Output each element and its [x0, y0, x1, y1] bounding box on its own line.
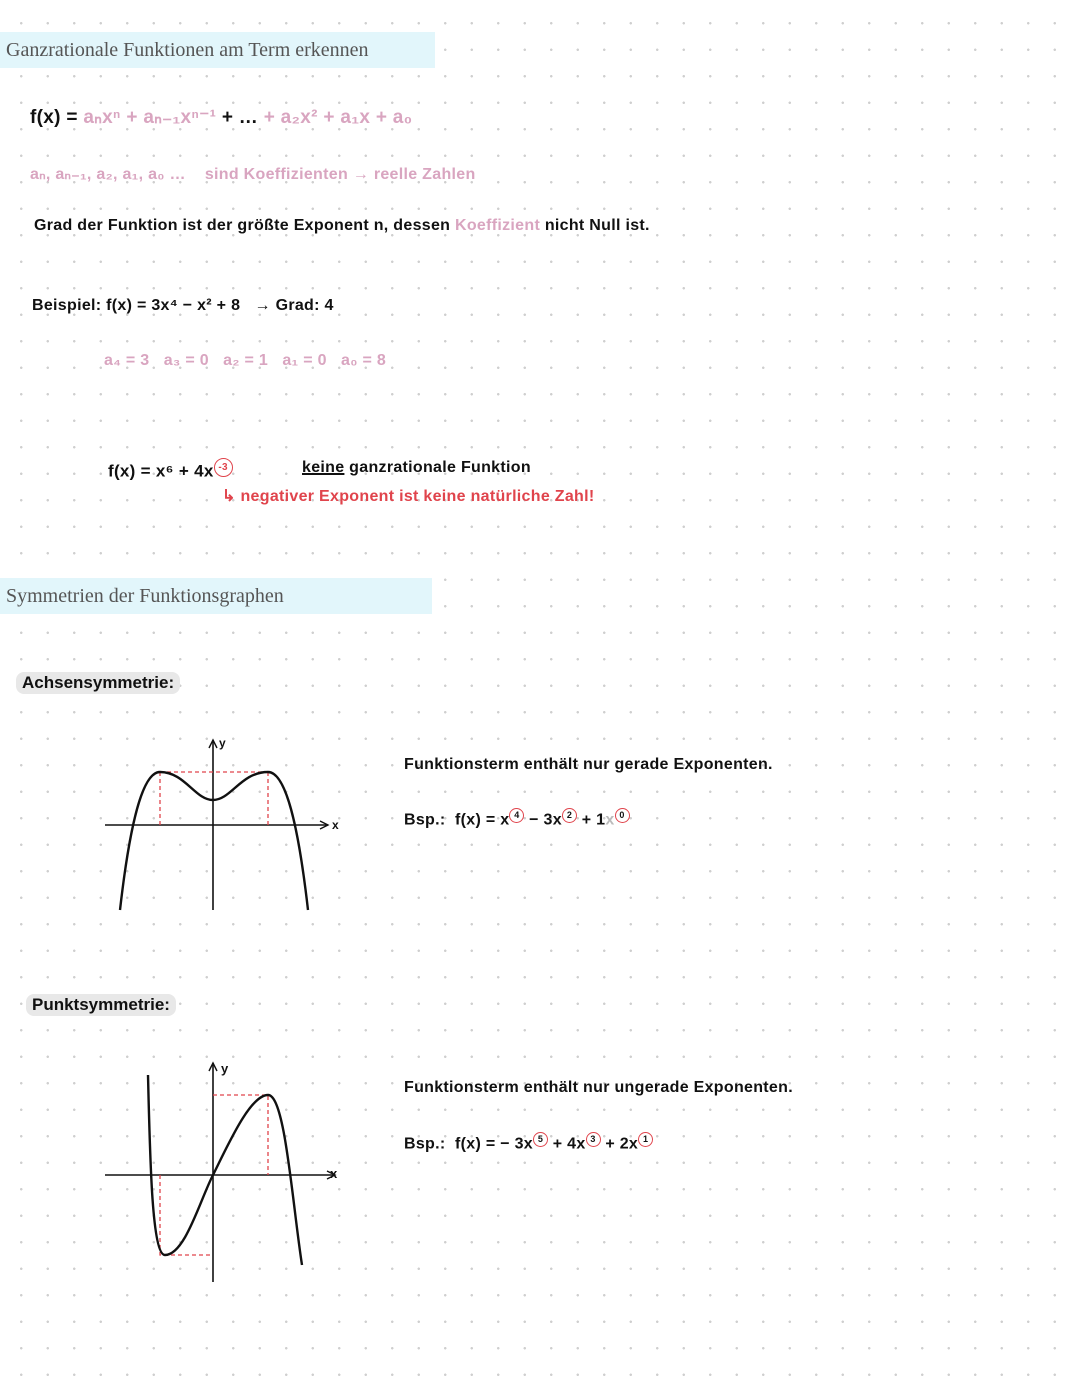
even-function-curve [120, 772, 308, 910]
point-symmetry-graph [105, 1063, 335, 1282]
term-0: + a₀ [375, 107, 413, 128]
point-symmetry-example [404, 1132, 653, 1153]
term-1: + a₁x [323, 107, 371, 128]
formula-lhs: f(x) = [30, 107, 78, 128]
coefficients-list: aₙ, aₙ₋₁, a₂, a₁, a₀ … [30, 166, 186, 183]
degree-text-after: nicht Null ist. [544, 217, 650, 234]
point-symmetry-label: Punktsymmetrie: [26, 994, 176, 1016]
degree-text-highlight: Koeffizient [455, 217, 541, 234]
axis-symmetry-description: Funktionsterm enthält nur gerade Exponenten. [404, 756, 773, 773]
example-part: + 1 [581, 811, 606, 829]
x-axis-label: x [332, 818, 339, 832]
reason-text: negativer Exponent ist keine natürliche Zahl! [240, 488, 595, 505]
odd-function-curve [148, 1075, 302, 1265]
example-coefficients: a₄ = 3 a₃ = 0 a₂ = 1 a₁ = 0 a₀ = 8 [104, 352, 387, 369]
term-n: aₙxⁿ [83, 107, 121, 128]
example-part: f(x) = x [455, 811, 510, 829]
circled-exponent: 1 [638, 1132, 653, 1147]
arrow-icon: → [254, 297, 271, 314]
point-symmetry-description: Funktionsterm enthält nur ungerade Exponenten. [404, 1079, 793, 1096]
section-title-ganzrationale: Ganzrationale Funktionen am Term erkennen [0, 32, 435, 68]
hook-arrow-icon: ↳ [222, 488, 236, 505]
example-label: Bsp.: [404, 811, 446, 829]
term-dots: + … [221, 107, 259, 128]
circled-exponent: 5 [533, 1132, 548, 1147]
y-axis-label: y [221, 1061, 229, 1076]
example-formula: f(x) = 3x⁴ − x² + 8 [106, 297, 241, 314]
circled-exponent: -3 [214, 458, 233, 477]
term-n-1: + aₙ₋₁xⁿ⁻¹ [126, 107, 217, 128]
example-label: Bsp.: [404, 1135, 446, 1153]
degree-text-before: Grad der Funktion ist der größte Exponent n, dessen [34, 217, 451, 234]
x-axis-label: x [330, 1166, 338, 1181]
axis-symmetry-example [404, 808, 630, 829]
counterexample-term: f(x) = x⁶ + 4x [108, 461, 214, 481]
example-part: − 3x [529, 811, 562, 829]
verdict-rest: ganzrationale Funktion [349, 459, 531, 476]
term-2: + a₂x² [263, 107, 318, 128]
axis-symmetry-graph [105, 740, 328, 910]
section-title-symmetrien: Symmetrien der Funktionsgraphen [0, 578, 432, 614]
dashed-guides [160, 772, 268, 825]
circled-exponent: 0 [615, 808, 630, 823]
circled-exponent: 3 [586, 1132, 601, 1147]
example-label: Beispiel: [32, 297, 102, 314]
coefficients-note: sind Koeffizienten → reelle Zahlen [204, 166, 476, 183]
example-part: f(x) = − 3x [455, 1135, 534, 1153]
example-degree: Grad: 4 [275, 297, 334, 314]
circled-exponent: 4 [509, 808, 524, 823]
example-part: x [605, 811, 615, 829]
example-part: + 2x [605, 1135, 639, 1153]
verdict-keine: keine [302, 459, 345, 476]
axis-symmetry-label: Achsensymmetrie: [16, 672, 180, 694]
example-part: + 4x [552, 1135, 586, 1153]
y-axis-label: y [219, 736, 226, 750]
circled-exponent: 2 [562, 808, 577, 823]
